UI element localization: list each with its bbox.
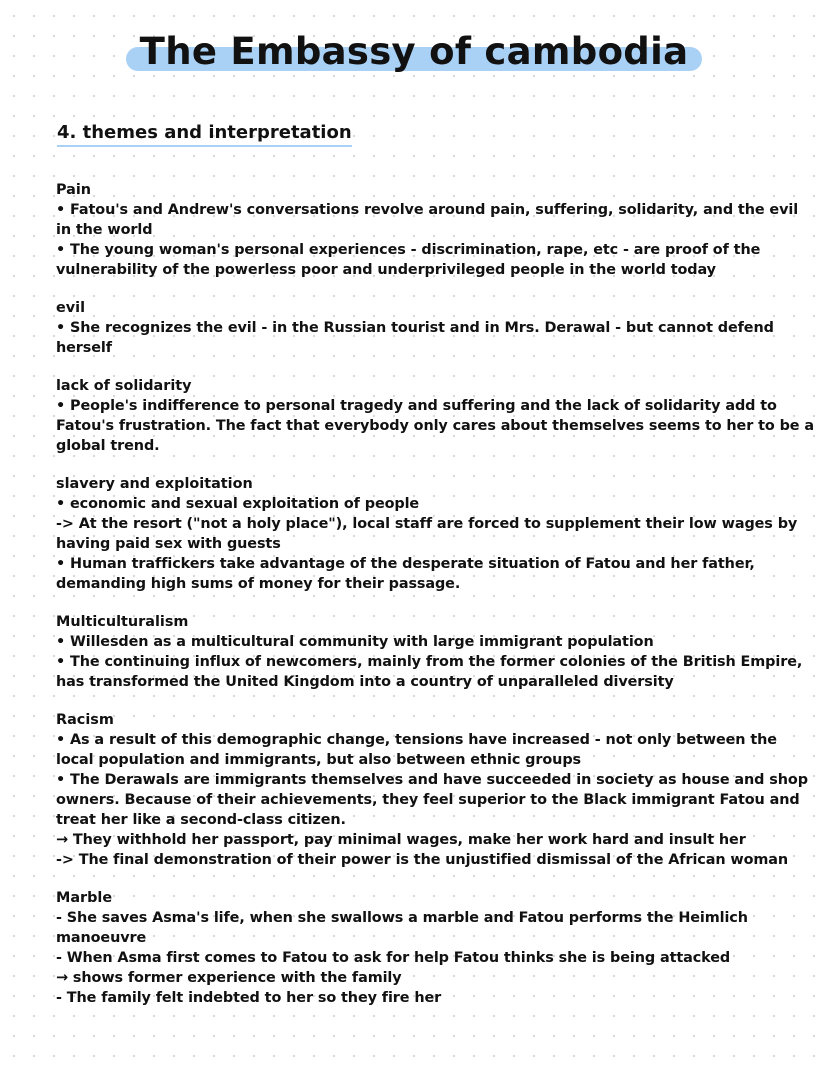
note-line: - When Asma first comes to Fatou to ask for help Fatou thinks she is being attacked xyxy=(56,950,731,966)
note-line: • Willesden as a multicultural community with large immigrant population xyxy=(56,634,654,650)
theme-section-lack-of-solidarity xyxy=(56,376,814,456)
theme-section-evil xyxy=(56,298,814,358)
note-line: - The family felt indebted to her so they fire her xyxy=(56,990,442,1006)
theme-section-multiculturalism xyxy=(56,612,814,692)
note-line: -> At the resort ("not a holy place"), local staff are forced to supplement their low wages by having paid sex with guests xyxy=(56,516,798,552)
note-line: • The continuing influx of newcomers, mainly from the former colonies of the British Empire, has transformed the United Kingdom into a country of unparalleled diversity xyxy=(56,654,803,690)
notes-content xyxy=(56,180,814,1026)
theme-title: Racism xyxy=(56,712,114,728)
theme-title: lack of solidarity xyxy=(56,378,192,394)
theme-title: Pain xyxy=(56,182,92,198)
note-line: - She saves Asma's life, when she swallows a marble and Fatou performs the Heimlich manoeuvre xyxy=(56,910,748,946)
title-area xyxy=(0,30,828,73)
page-title: The Embassy of cambodia xyxy=(126,30,703,73)
theme-section-pain xyxy=(56,180,814,280)
section-heading: 4. themes and interpretation xyxy=(57,122,352,147)
note-line: • The Derawals are immigrants themselves and have succeeded in society as house and shop owners. Because of their achievements, they feel superior to the Black immigrant Fatou and treat her like a second-class citizen. xyxy=(56,772,808,828)
note-line: • Human traffickers take advantage of the desperate situation of Fatou and her father, demanding high sums of money for their passage. xyxy=(56,556,755,592)
note-line: • The young woman's personal experiences - discrimination, rape, etc - are proof of the vulnerability of the powerless poor and underprivileged people in the world today xyxy=(56,242,761,278)
theme-title: evil xyxy=(56,300,86,316)
theme-title: Marble xyxy=(56,890,113,906)
note-line: → shows former experience with the family xyxy=(56,970,402,986)
theme-title: slavery and exploitation xyxy=(56,476,253,492)
note-line: • Fatou's and Andrew's conversations revolve around pain, suffering, solidarity, and the evil in the world xyxy=(56,202,799,238)
theme-title: Multiculturalism xyxy=(56,614,189,630)
note-line: -> The final demonstration of their power is the unjustified dismissal of the African woman xyxy=(56,852,789,868)
theme-section-slavery xyxy=(56,474,814,594)
theme-section-marble xyxy=(56,888,814,1008)
note-line: • As a result of this demographic change, tensions have increased - not only between the local population and immigrants, but also between ethnic groups xyxy=(56,732,777,768)
note-line: • She recognizes the evil - in the Russian tourist and in Mrs. Derawal - but cannot defend herself xyxy=(56,320,774,356)
note-line: • economic and sexual exploitation of people xyxy=(56,496,420,512)
note-line: → They withhold her passport, pay minimal wages, make her work hard and insult her xyxy=(56,832,746,848)
note-line: • People's indifference to personal tragedy and suffering and the lack of solidarity add to Fatou's frustration. The fact that everybody only cares about themselves seems to her to be a global trend. xyxy=(56,398,814,454)
theme-section-racism xyxy=(56,710,814,870)
